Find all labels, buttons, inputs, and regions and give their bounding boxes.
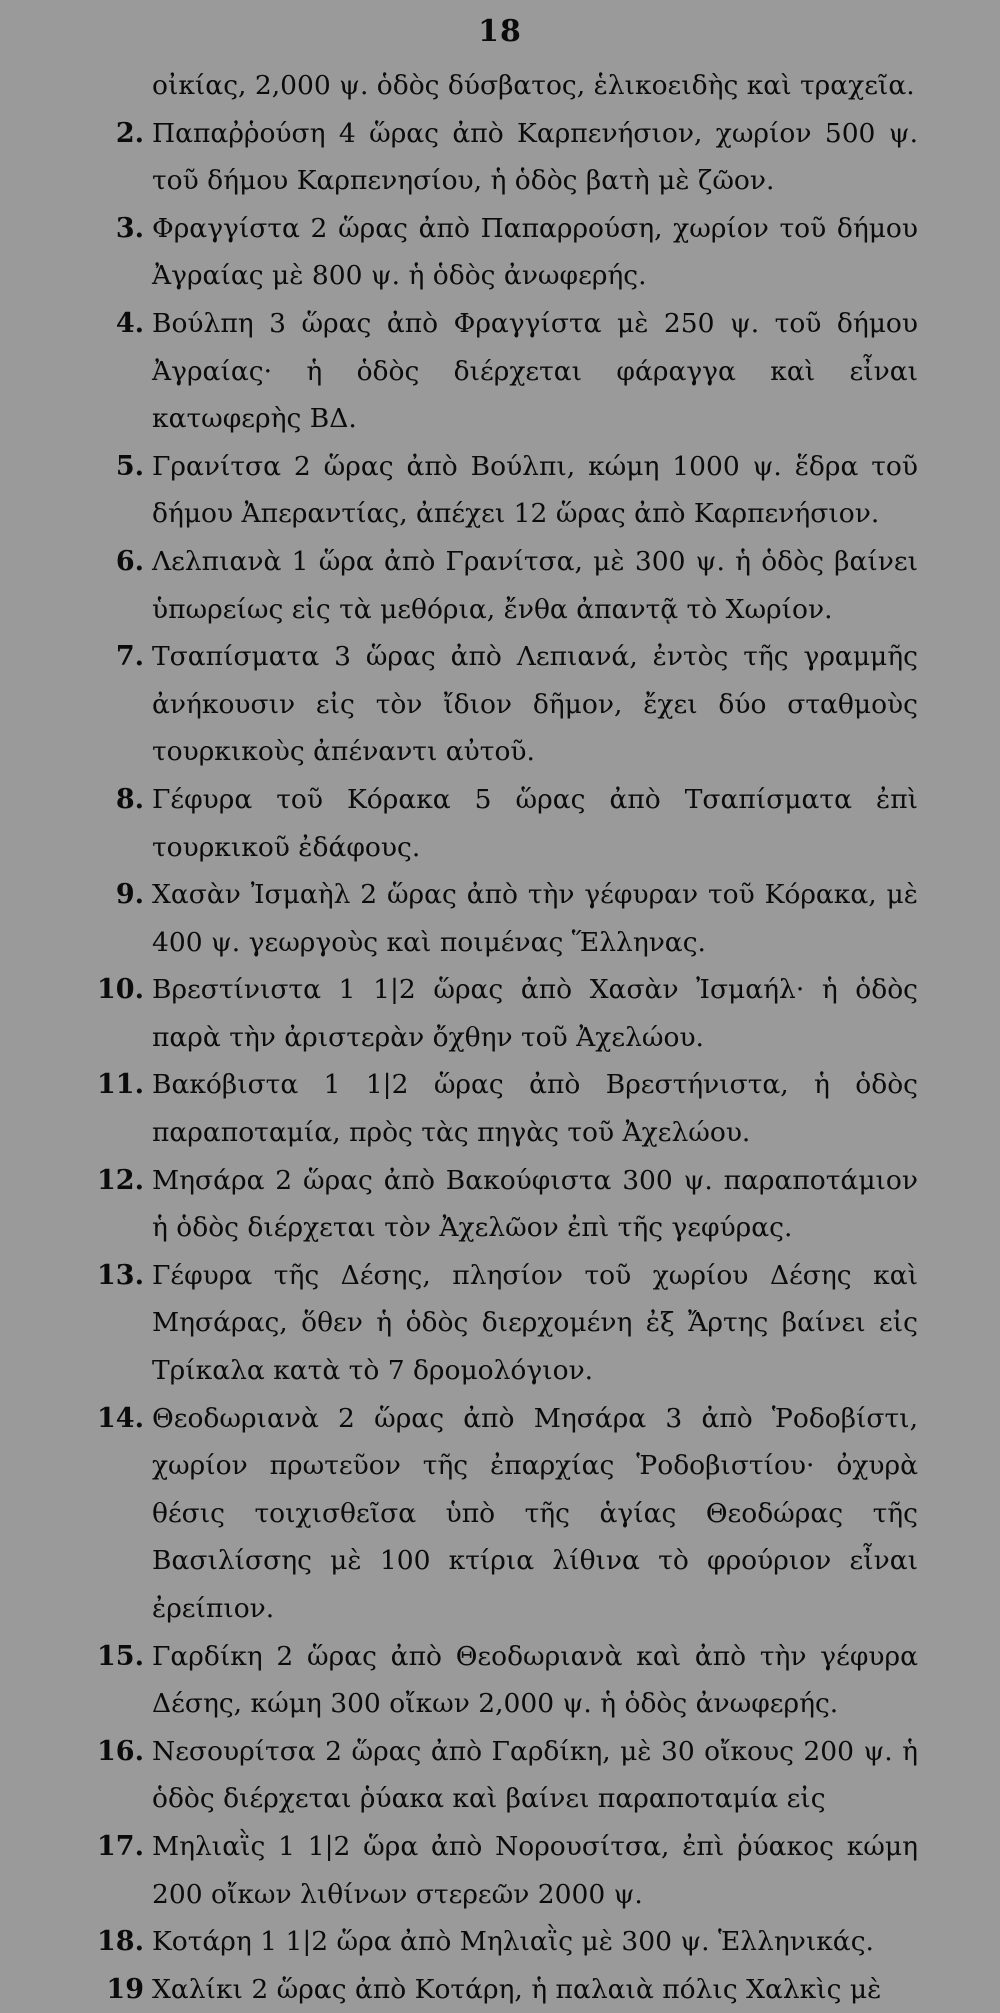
entry-text: Κοτάρη 1 1|2 ὥρα ἀπὸ Μηλιαῒς μὲ 300 ψ. Ἑλληνικάς. [152, 1926, 874, 1958]
entry-number: 9. [115, 879, 144, 911]
entry-text: Παπαῤῥούση 4 ὥρας ἀπὸ Καρπενήσιον, χωρίον 500 ψ. τοῦ δήμου Καρπενησίου, ἡ ὁδὸς βατὴ μὲ ζῶον. [152, 117, 918, 197]
entry-number: 18. [97, 1926, 144, 1958]
entry-number: 13. [97, 1259, 144, 1291]
list-item [78, 633, 918, 776]
entry-text: Γέφυρα τῆς Δέσης, πλησίον τοῦ χωρίου Δέσης καὶ Μησάρας, ὅθεν ἡ ὁδὸς διερχομένη ἐξ Ἄρτης βαίνει εἰς Τρίκαλα κατὰ τὸ 7 δρομολόγιον. [152, 1259, 918, 1387]
list-item [78, 110, 918, 205]
entry-text: Γαρδίκη 2 ὥρας ἀπὸ Θεοδωριανὰ καὶ ἀπὸ τὴν γέφυρα Δέσης, κώμη 300 οἴκων 2,000 ψ. ἡ ὁδὸς ἀνωφερής. [152, 1640, 918, 1720]
entry-text: Λελπιανὰ 1 ὥρα ἀπὸ Γρανίτσα, μὲ 300 ψ. ἡ ὁδὸς βαίνει ὑπωρείως εἰς τὰ μεθόρια, ἔνθα ἀπαντᾷ τὸ Χωρίον. [152, 545, 918, 625]
entry-number: 2. [115, 117, 144, 149]
list-item [78, 776, 918, 871]
itinerary-list [78, 62, 918, 2013]
list-item [78, 871, 918, 966]
entry-number: 14. [97, 1402, 144, 1434]
entry-number: 15. [97, 1640, 144, 1672]
list-item [78, 1395, 918, 1633]
entry-number: 6. [115, 545, 144, 577]
entry-text: Μηλιαῒς 1 1|2 ὥρα ἀπὸ Νορουσίτσα, ἐπὶ ῥύακος κώμη 200 οἴκων λιθίνων στερεῶν 2000 ψ. [152, 1830, 918, 1910]
list-item [78, 1823, 918, 1918]
entry-number: 12. [97, 1164, 144, 1196]
entry-text: Χαλίκι 2 ὥρας ἀπὸ Κοτάρη, ἡ παλαιὰ πόλις Χαλκὶς μὲ [152, 1973, 882, 2005]
list-item [78, 1966, 918, 2013]
entry-number: 10. [97, 974, 144, 1006]
entry-text: Βακόβιστα 1 1|2 ὥρας ἀπὸ Βρεστήνιστα, ἡ ὁδὸς παραποταμία, πρὸς τὰς πηγὰς τοῦ Ἀχελώου. [152, 1069, 918, 1149]
list-item [78, 1728, 918, 1823]
page-number: 18 [478, 14, 522, 49]
list-item [78, 1633, 918, 1728]
entry-text: Νεσουρίτσα 2 ὥρας ἀπὸ Γαρδίκη, μὲ 30 οἴκους 200 ψ. ἡ ὁδὸς διέρχεται ῥύακα καὶ βαίνει παραποταμία εἰς [152, 1735, 918, 1815]
entry-number: 5. [115, 450, 144, 482]
entry-number: 4. [115, 307, 144, 339]
entry-text: Γέφυρα τοῦ Κόρακα 5 ὥρας ἀπὸ Τσαπίσματα ἐπὶ τουρκικοῦ ἐδάφους. [152, 783, 918, 863]
entry-number: 3. [115, 212, 144, 244]
entry-number: 11. [97, 1069, 144, 1101]
entry-text: Χασὰν Ἰσμαὴλ 2 ὥρας ἀπὸ τὴν γέφυραν τοῦ Κόρακα, μὲ 400 ψ. γεωργοὺς καὶ ποιμένας Ἕλληνας. [152, 879, 918, 958]
list-item [78, 1061, 918, 1156]
entry-number: 17. [97, 1830, 144, 1862]
entry-text: οἰκίας, 2,000 ψ. ὁδὸς δύσβατος, ἑλικοειδὴς καὶ τραχεῖα. [152, 70, 915, 101]
entry-number: 7. [115, 641, 144, 673]
entry-text: Βρεστίνιστα 1 1|2 ὥρας ἀπὸ Χασὰν Ἰσμαήλ· ἡ ὁδὸς παρὰ τὴν ἀριστερὰν ὄχθην τοῦ Ἀχελώου. [152, 974, 918, 1053]
entry-text: Θεοδωριανὰ 2 ὥρας ἀπὸ Μησάρα 3 ἀπὸ Ῥοδοβίστι, χωρίον πρωτεῦον τῆς ἐπαρχίας Ῥοδοβιστίου· ὀχυρὰ θέσις τοιχισθεῖσα ὑπὸ τῆς ἁγίας Θεοδώρας τῆς Βασιλίσσης μὲ 100 κτίρια λίθινα τὸ φρούριον εἶναι ἐρείπιον. [152, 1402, 918, 1624]
list-item [78, 1918, 918, 1966]
list-item [78, 538, 918, 633]
entry-text: Βούλπη 3 ὥρας ἀπὸ Φραγγίστα μὲ 250 ψ. τοῦ δήμου Ἀγραίας· ἡ ὁδὸς διέρχεται φάραγγα καὶ εἶναι κατωφερὴς ΒΔ. [152, 307, 918, 435]
entry-text: Γρανίτσα 2 ὥρας ἀπὸ Βούλπι, κώμη 1000 ψ. ἕδρα τοῦ δήμου Ἀπεραντίας, ἀπέχει 12 ὥρας ἀπὸ Καρπενήσιον. [152, 450, 918, 530]
list-item [78, 1157, 918, 1252]
list-item [78, 300, 918, 443]
entry-number: 8. [115, 783, 144, 815]
entry-text: Μησάρα 2 ὥρας ἀπὸ Βακούφιστα 300 ψ. παραποτάμιον ἡ ὁδὸς διέρχεται τὸν Ἀχελῶον ἐπὶ τῆς γεφύρας. [152, 1164, 918, 1244]
list-item [78, 443, 918, 538]
list-item [78, 966, 918, 1061]
list-item [78, 205, 918, 300]
list-item [78, 1252, 918, 1395]
entry-number: 19 [106, 1973, 144, 2005]
entry-text: Τσαπίσματα 3 ὥρας ἀπὸ Λεπιανά, ἐντὸς τῆς γραμμῆς ἀνήκουσιν εἰς τὸν ἴδιον δῆμον, ἔχει δύο σταθμοὺς τουρκικοὺς ἀπέναντι αὐτοῦ. [152, 641, 918, 768]
entry-text: Φραγγίστα 2 ὥρας ἀπὸ Παπαρρούση, χωρίον τοῦ δήμου Ἀγραίας μὲ 800 ψ. ἡ ὁδὸς ἀνωφερής. [152, 212, 918, 292]
list-item [78, 62, 918, 110]
entry-number: 16. [97, 1735, 144, 1767]
